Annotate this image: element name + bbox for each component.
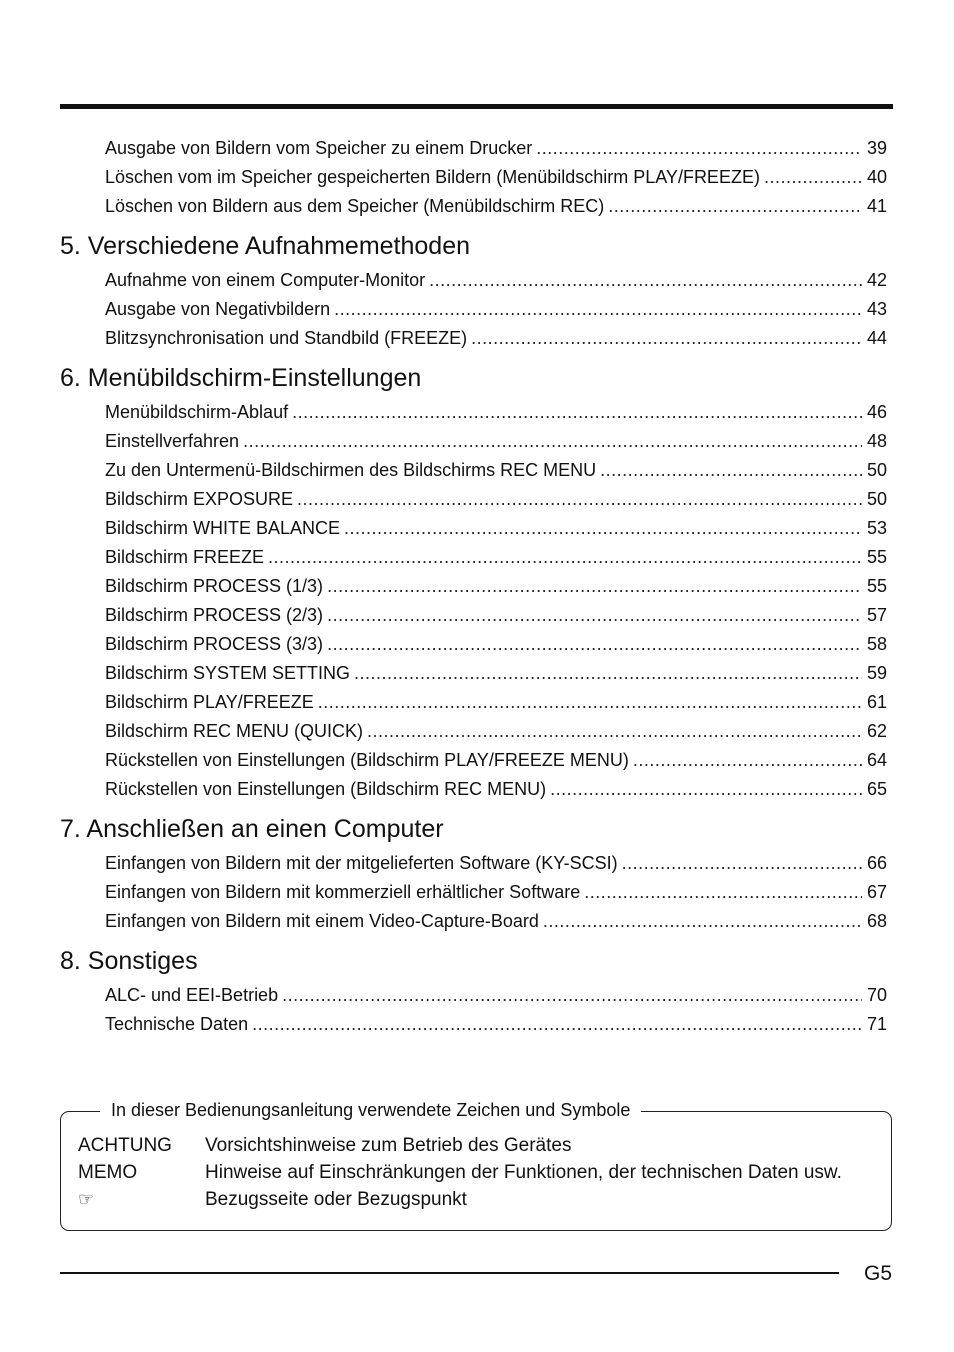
toc-entry xyxy=(60,266,887,295)
toc-entry-page: 57 xyxy=(866,605,887,625)
toc-entry xyxy=(60,659,887,688)
toc-entry-title: ALC- und EEI-Betrieb xyxy=(105,985,279,1005)
toc-entry xyxy=(60,849,887,878)
page-number: G5 xyxy=(864,1262,893,1285)
toc-entry-page: 42 xyxy=(866,270,887,290)
section-heading: 7. Anschließen an einen Computer xyxy=(60,815,444,843)
dot-leader xyxy=(536,134,862,163)
toc-entry-title: Aufnahme von einem Computer-Monitor xyxy=(105,270,426,290)
toc-entry-title: Rückstellen von Einstellungen (Bildschirm REC MENU) xyxy=(105,779,547,799)
section-heading: 5. Verschiedene Aufnahmemethoden xyxy=(60,232,471,260)
toc-entry-title: Einfangen von Bildern mit der mitgelieferten Software (KY-SCSI) xyxy=(105,853,618,873)
toc-entry-page: 44 xyxy=(866,328,887,348)
toc-entry-page: 68 xyxy=(866,911,887,931)
toc-entry-title: Löschen von Bildern aus dem Speicher (Menübildschirm REC) xyxy=(105,196,605,216)
toc-entry-title: Bildschirm FREEZE xyxy=(105,547,265,567)
dot-leader xyxy=(327,630,862,659)
toc-entry xyxy=(60,1010,887,1039)
dot-leader xyxy=(243,427,862,456)
toc-entry xyxy=(60,775,887,804)
toc-entry xyxy=(60,688,887,717)
toc-entry-page: 43 xyxy=(866,299,887,319)
toc-entry-title: Bildschirm REC MENU (QUICK) xyxy=(105,721,364,741)
toc-entry-title: Löschen vom im Speicher gespeicherten Bildern (Menübildschirm PLAY/FREEZE) xyxy=(105,167,760,187)
toc-entry xyxy=(60,514,887,543)
dot-leader xyxy=(543,907,862,936)
symbol-description: Bezugsseite oder Bezugspunkt xyxy=(205,1189,467,1210)
toc-entry-page: 55 xyxy=(866,576,887,596)
dot-leader xyxy=(334,295,862,324)
toc-entry xyxy=(60,572,887,601)
section-heading: 6. Menübildschirm-Einstellungen xyxy=(60,364,422,392)
toc-entry-page: 71 xyxy=(866,1014,887,1034)
toc-entry-title: Zu den Untermenü-Bildschirmen des Bildschirms REC MENU xyxy=(105,460,597,480)
symbol-description: Hinweise auf Einschränkungen der Funktionen, der technischen Daten usw. xyxy=(205,1162,842,1183)
symbols-box-title: In dieser Bedienungsanleitung verwendete Zeichen und Symbole xyxy=(100,1098,641,1122)
toc-entry xyxy=(60,163,887,192)
toc-entry-page: 58 xyxy=(866,634,887,654)
dot-leader xyxy=(297,485,862,514)
toc-entry xyxy=(60,134,887,163)
toc-entry-page: 61 xyxy=(866,692,887,712)
dot-leader xyxy=(584,878,862,907)
dot-leader xyxy=(367,717,862,746)
toc-entry-page: 48 xyxy=(866,431,887,451)
toc-entry xyxy=(60,295,887,324)
toc-entry-title: Rückstellen von Einstellungen (Bildschirm PLAY/FREEZE MENU) xyxy=(105,750,629,770)
toc-entry-page: 70 xyxy=(866,985,887,1005)
toc-entry-title: Ausgabe von Negativbildern xyxy=(105,299,331,319)
toc-entry xyxy=(60,630,887,659)
toc-entry-title: Bildschirm PLAY/FREEZE xyxy=(105,692,314,712)
toc-entry-title: Blitzsynchronisation und Standbild (FREEZE) xyxy=(105,328,468,348)
toc-entry-page: 53 xyxy=(866,518,887,538)
toc-entry-title: Einfangen von Bildern mit kommerziell erhältlicher Software xyxy=(105,882,581,902)
toc-entry-page: 67 xyxy=(866,882,887,902)
section-heading: 8. Sonstiges xyxy=(60,947,198,975)
toc-entry xyxy=(60,456,887,485)
bottom-rule xyxy=(60,1272,839,1274)
toc-entry-page: 64 xyxy=(866,750,887,770)
dot-leader xyxy=(764,163,862,192)
dot-leader xyxy=(252,1010,862,1039)
toc-entry-page: 41 xyxy=(866,196,887,216)
toc-entry-page: 55 xyxy=(866,547,887,567)
toc-entry-page: 50 xyxy=(866,489,887,509)
dot-leader xyxy=(471,324,862,353)
toc-entry xyxy=(60,427,887,456)
dot-leader xyxy=(550,775,862,804)
toc-entry xyxy=(60,324,887,353)
toc-entry-title: Ausgabe von Bildern vom Speicher zu einem Drucker xyxy=(105,138,533,158)
toc-entry-page: 66 xyxy=(866,853,887,873)
symbol-description: Vorsichtshinweise zum Betrieb des Gerätes xyxy=(205,1135,572,1156)
dot-leader xyxy=(268,543,862,572)
toc-entry-title: Menübildschirm-Ablauf xyxy=(105,402,289,422)
toc-entry-title: Bildschirm PROCESS (3/3) xyxy=(105,634,324,654)
toc-entry-title: Einstellverfahren xyxy=(105,431,240,451)
toc-entry xyxy=(60,601,887,630)
toc-entry xyxy=(60,485,887,514)
toc-entry-page: 50 xyxy=(866,460,887,480)
toc-entry-page: 65 xyxy=(866,779,887,799)
dot-leader xyxy=(344,514,862,543)
toc-entry-title: Einfangen von Bildern mit einem Video-Capture-Board xyxy=(105,911,539,931)
dot-leader xyxy=(292,398,862,427)
symbol-key: MEMO xyxy=(78,1162,138,1183)
toc-entry xyxy=(60,543,887,572)
toc-entry xyxy=(60,878,887,907)
pointing-hand-icon: ☞ xyxy=(78,1189,95,1210)
toc-entry xyxy=(60,398,887,427)
table-of-contents xyxy=(60,134,887,1039)
dot-leader xyxy=(318,688,862,717)
toc-entry xyxy=(60,907,887,936)
toc-entry-title: Technische Daten xyxy=(105,1014,249,1034)
dot-leader xyxy=(327,601,862,630)
toc-entry-title: Bildschirm WHITE BALANCE xyxy=(105,518,341,538)
toc-entry-page: 62 xyxy=(866,721,887,741)
toc-entry-title: Bildschirm EXPOSURE xyxy=(105,489,294,509)
dot-leader xyxy=(429,266,862,295)
dot-leader xyxy=(282,981,862,1010)
dot-leader xyxy=(600,456,862,485)
toc-entry-page: 39 xyxy=(866,138,887,158)
toc-entry xyxy=(60,981,887,1010)
dot-leader xyxy=(354,659,862,688)
toc-entry xyxy=(60,717,887,746)
toc-entry-title: Bildschirm SYSTEM SETTING xyxy=(105,663,351,683)
dot-leader xyxy=(622,849,862,878)
dot-leader xyxy=(633,746,862,775)
symbol-key: ACHTUNG xyxy=(78,1135,172,1156)
dot-leader xyxy=(608,192,862,221)
toc-entry xyxy=(60,192,887,221)
toc-entry xyxy=(60,746,887,775)
toc-entry-title: Bildschirm PROCESS (2/3) xyxy=(105,605,324,625)
dot-leader xyxy=(327,572,862,601)
toc-entry-title: Bildschirm PROCESS (1/3) xyxy=(105,576,324,596)
toc-entry-page: 40 xyxy=(866,167,887,187)
toc-entry-page: 46 xyxy=(866,402,887,422)
top-rule xyxy=(60,104,893,109)
toc-entry-page: 59 xyxy=(866,663,887,683)
